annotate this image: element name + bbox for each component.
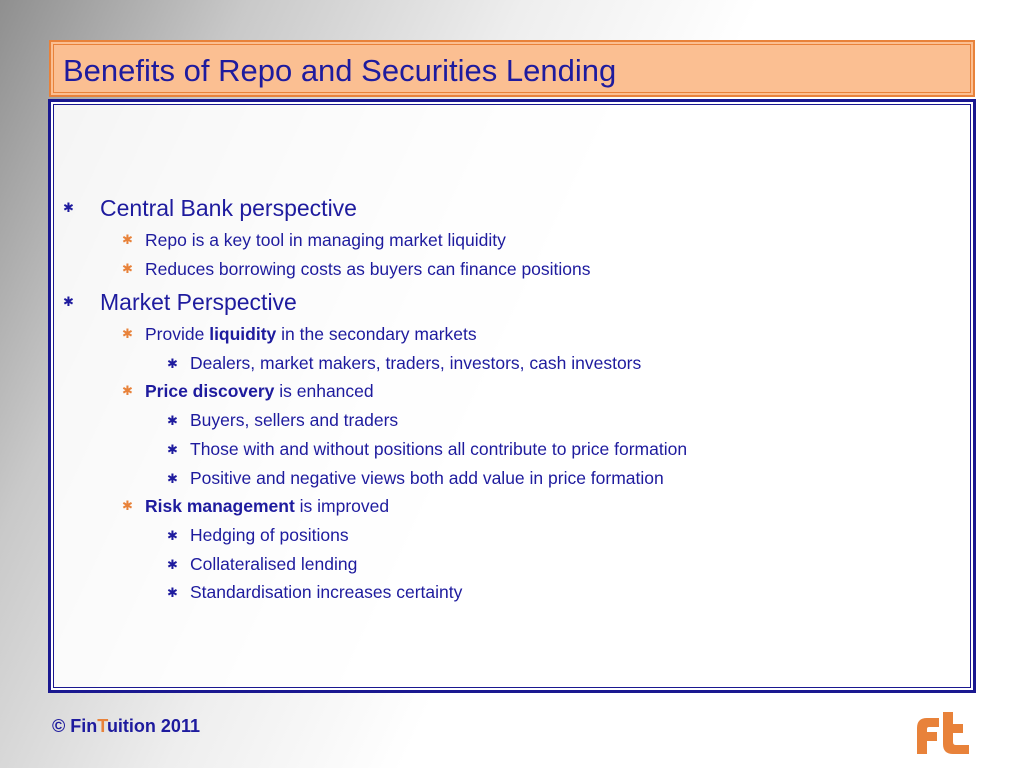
subpoint-text: Those with and without positions all contribute to price formation [190, 439, 688, 459]
bullet-star-icon: ✱ [167, 413, 178, 428]
central-bank-heading: Central Bank perspective [100, 195, 357, 221]
bullet-hedging [167, 525, 349, 546]
bullet-risk-management [122, 496, 390, 517]
bullet-star-icon: ✱ [167, 471, 178, 486]
footer-rest: uition 2011 [106, 716, 200, 736]
bullet-with-without-positions [167, 439, 688, 460]
subpoint-text: Collateralised lending [190, 554, 358, 574]
risk-management-suffix: is improved [294, 496, 390, 516]
title-bar [49, 40, 975, 97]
bullet-dealers [167, 353, 642, 374]
slide-title: Benefits of Repo and Securities Lending [63, 53, 617, 88]
liquidity-prefix: Provide [145, 324, 210, 344]
bullet-star-icon: ✱ [122, 261, 133, 276]
bullet-star-icon: ✱ [63, 200, 74, 215]
subpoint-text: Positive and negative views both add value in price formation [190, 468, 664, 488]
liquidity-bold: liquidity [209, 324, 277, 344]
risk-management-bold: Risk management [145, 496, 295, 516]
bullet-star-icon: ✱ [167, 528, 178, 543]
bullet-star-icon: ✱ [167, 557, 178, 572]
bullet-price-discovery [122, 381, 374, 402]
bullet-star-icon: ✱ [122, 326, 133, 341]
point-text: Reduces borrowing costs as buyers can finance positions [145, 259, 591, 279]
point-text: Repo is a key tool in managing market liquidity [145, 230, 506, 250]
bullet-star-icon: ✱ [167, 356, 178, 371]
subpoint-text: Dealers, market makers, traders, investors, cash investors [190, 353, 642, 373]
subpoint-text: Buyers, sellers and traders [190, 410, 399, 430]
subpoint-text: Standardisation increases certainty [190, 582, 463, 602]
bullet-market [63, 289, 297, 316]
bullet-star-icon: ✱ [63, 294, 74, 309]
price-discovery-bold: Price discovery [145, 381, 275, 401]
price-discovery-suffix: is enhanced [274, 381, 374, 401]
bullet-positive-negative-views [167, 468, 664, 489]
subpoint-text: Hedging of positions [190, 525, 349, 545]
bullet-buyers-sellers [167, 410, 399, 431]
bullet-star-icon: ✱ [167, 585, 178, 600]
bullet-collateralised [167, 554, 358, 575]
bullet-standardisation [167, 582, 463, 603]
bullet-star-icon: ✱ [122, 383, 133, 398]
liquidity-suffix: in the secondary markets [276, 324, 477, 344]
bullet-repo-tool [122, 230, 506, 251]
fintuition-logo-icon [913, 712, 971, 754]
bullet-central-bank [63, 195, 357, 222]
bullet-liquidity [122, 324, 477, 345]
footer-copyright-prefix: © Fin [52, 716, 98, 736]
footer-t: T [97, 716, 107, 736]
bullet-star-icon: ✱ [167, 442, 178, 457]
market-heading: Market Perspective [100, 289, 297, 315]
bullet-star-icon: ✱ [122, 498, 133, 513]
footer-copyright [52, 716, 200, 737]
bullet-star-icon: ✱ [122, 232, 133, 247]
bullet-borrowing-costs [122, 259, 591, 280]
